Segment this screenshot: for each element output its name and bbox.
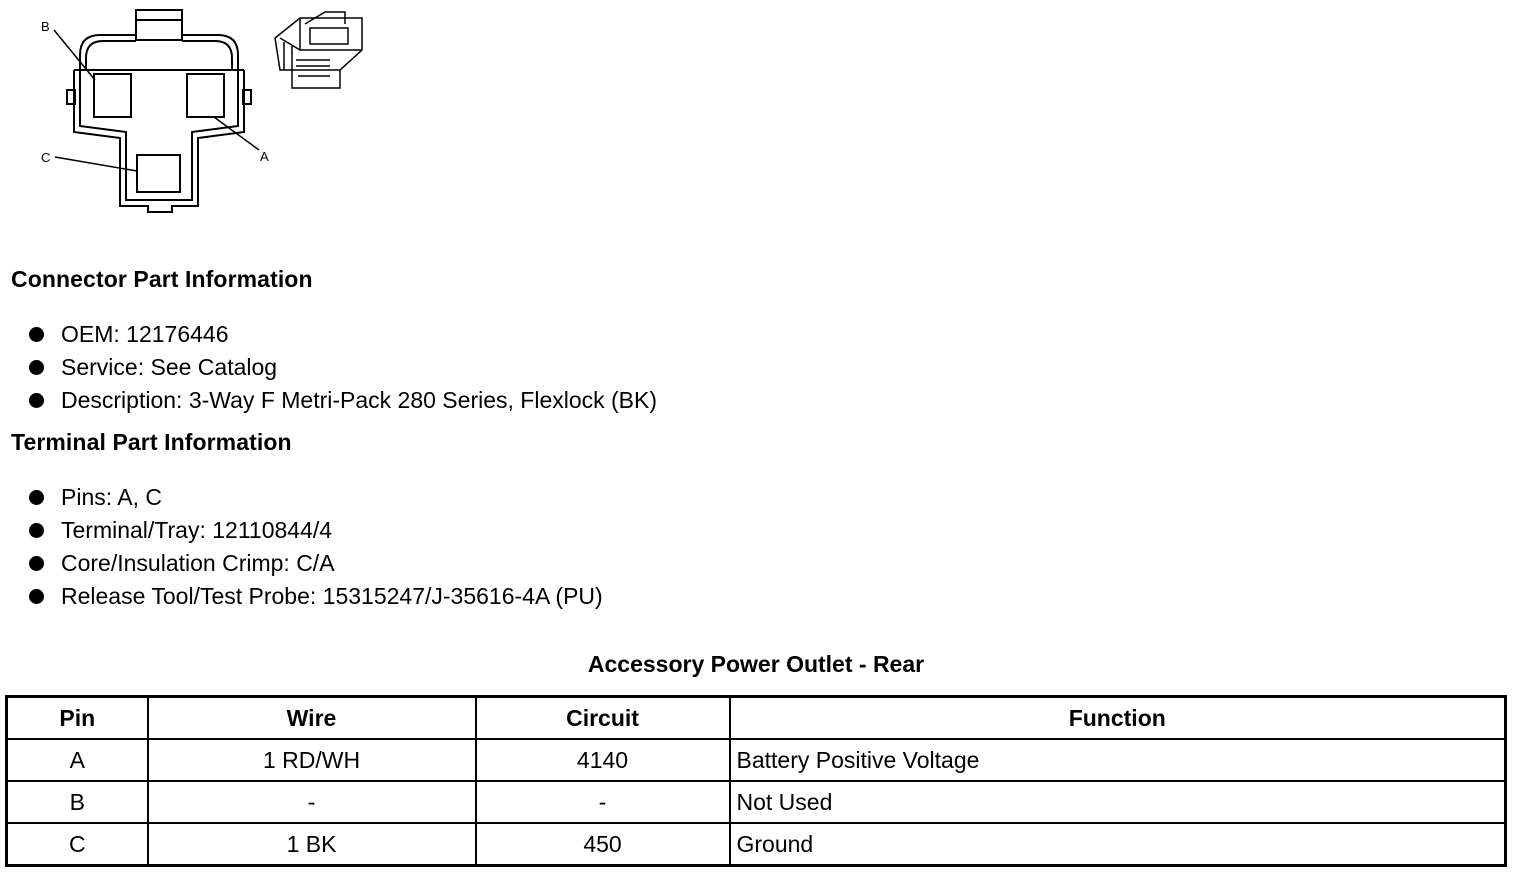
bullet-icon: [29, 523, 44, 538]
bullet-icon: [29, 327, 44, 342]
bullet-icon: [29, 556, 44, 571]
terminal-tray-text: Terminal/Tray: 12110844/4: [61, 517, 333, 543]
header-pin: Pin: [7, 697, 148, 740]
pin-label-c: C: [41, 150, 51, 165]
release-tool-text: Release Tool/Test Probe: 15315247/J-35616-4A (PU): [61, 583, 603, 609]
cell-circuit: -: [476, 781, 730, 823]
bullet-icon: [29, 490, 44, 505]
cell-circuit: 450: [476, 823, 730, 866]
cavity-c: [137, 155, 180, 192]
service-text: Service: See Catalog: [61, 354, 278, 380]
table-row: [7, 781, 1506, 823]
crimp-text: Core/Insulation Crimp: C/A: [61, 550, 335, 576]
cell-pin: B: [7, 781, 148, 823]
connector-latch: [136, 10, 182, 40]
list-item: [0, 547, 603, 580]
cell-wire: 1 BK: [148, 823, 476, 866]
table-row: [7, 823, 1506, 866]
cell-function: Battery Positive Voltage: [730, 739, 1506, 781]
list-item: [0, 481, 603, 514]
connector-3d-view: [275, 12, 362, 88]
connector-diagram: [0, 0, 380, 220]
cavity-a: [187, 74, 224, 117]
table-row: [7, 739, 1506, 781]
pin-label-a: A: [260, 149, 269, 164]
bullet-icon: [29, 360, 44, 375]
bullet-icon: [29, 589, 44, 604]
oem-text: OEM: 12176446: [61, 321, 229, 347]
table-title: Accessory Power Outlet - Rear: [587, 651, 925, 677]
pinout-table: [5, 695, 1507, 867]
table-header-row: [7, 697, 1506, 740]
cell-wire: -: [148, 781, 476, 823]
cell-circuit: 4140: [476, 739, 730, 781]
list-item: [0, 351, 657, 384]
description-text: Description: 3-Way F Metri-Pack 280 Series, Flexlock (BK): [61, 387, 658, 413]
list-item: [0, 514, 603, 547]
connector-face-drawing: [0, 0, 380, 220]
list-item: [0, 318, 657, 351]
bullet-icon: [29, 393, 44, 408]
cell-pin: A: [7, 739, 148, 781]
terminal-info-heading: Terminal Part Information: [11, 429, 292, 455]
cavity-b: [94, 74, 131, 117]
cell-wire: 1 RD/WH: [148, 739, 476, 781]
header-function: Function: [730, 697, 1506, 740]
terminal-info-list: [0, 481, 603, 613]
cell-pin: C: [7, 823, 148, 866]
connector-info-heading: Connector Part Information: [11, 266, 313, 292]
pins-text: Pins: A, C: [61, 484, 162, 510]
pin-label-b: B: [41, 19, 50, 34]
connector-info-list: [0, 318, 657, 417]
list-item: [0, 580, 603, 613]
header-wire: Wire: [148, 697, 476, 740]
header-circuit: Circuit: [476, 697, 730, 740]
cell-function: Not Used: [730, 781, 1506, 823]
list-item: [0, 384, 657, 417]
cell-function: Ground: [730, 823, 1506, 866]
